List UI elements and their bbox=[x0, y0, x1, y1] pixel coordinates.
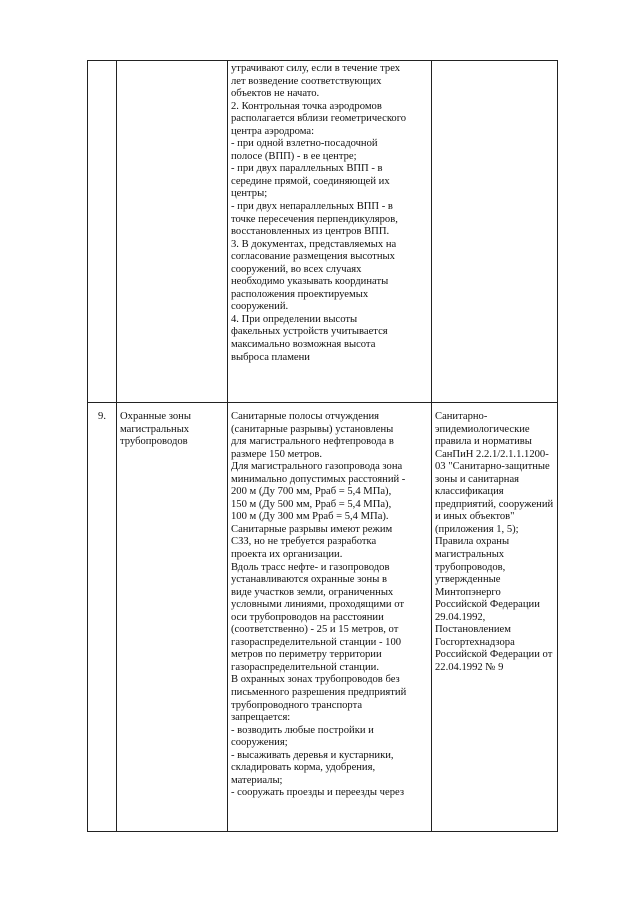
text-line: Санитарные разрывы имеют режим bbox=[231, 523, 393, 535]
text-line: выброса пламени bbox=[231, 351, 310, 363]
text-line: Санитарно- bbox=[435, 411, 488, 422]
text-line: объектов не начато. bbox=[231, 88, 320, 100]
text-line: метров по периметру территории bbox=[231, 649, 382, 661]
text-line: и иных объектов" bbox=[435, 511, 515, 523]
text-line: газораспределительной станции - 100 bbox=[231, 636, 402, 648]
text-line: сооружений, во всех случаях bbox=[231, 263, 362, 275]
row-number-cell: 9. bbox=[88, 403, 117, 832]
text-line: минимально допустимых расстояний - bbox=[231, 473, 406, 485]
text-line: виде участков земли, ограниченных bbox=[231, 586, 394, 598]
description-cell bbox=[228, 61, 432, 403]
text-line: - при одной взлетно-посадочной bbox=[231, 138, 378, 150]
text-line: СанПиН 2.2.1/2.1.1.1200- bbox=[435, 448, 549, 460]
text-line: трубопроводного транспорта bbox=[231, 699, 363, 711]
text-line: зоны и санитарная bbox=[435, 473, 520, 485]
text-line: устанавливаются охранные зоны в bbox=[231, 574, 387, 586]
text-line: размере 150 метров. bbox=[231, 448, 323, 460]
text-line: - при двух параллельных ВПП - в bbox=[231, 163, 383, 175]
text-line: сооружений. bbox=[231, 301, 289, 313]
text-line: правила и нормативы bbox=[435, 436, 532, 448]
text-line: для магистрального нефтепровода в bbox=[231, 436, 394, 448]
text-line: 2. Контрольная точка аэродромов bbox=[231, 100, 382, 112]
table-row-9 bbox=[88, 403, 558, 832]
text-line: лет возведение соответствующих bbox=[231, 75, 382, 87]
text-line: 200 м (Ду 700 мм, Рраб = 5,4 МПа), bbox=[231, 486, 392, 498]
zone-name-cell bbox=[117, 403, 228, 832]
row-number-cell bbox=[88, 61, 117, 403]
text-line: Постановлением bbox=[435, 624, 511, 636]
reference-cell bbox=[432, 61, 558, 403]
text-line: - высаживать деревья и кустарники, bbox=[231, 749, 394, 761]
text-line: центры; bbox=[231, 188, 268, 200]
text-line: 4. При определении высоты bbox=[231, 313, 358, 325]
text-line: предприятий, сооружений bbox=[435, 498, 554, 510]
table-row-continued bbox=[88, 61, 558, 403]
text-line: необходимо указывать координаты bbox=[231, 276, 389, 288]
zone-name-cell bbox=[117, 61, 228, 403]
text-line: Санитарные полосы отчуждения bbox=[231, 411, 380, 422]
text-line: (соответственно) - 25 и 15 метров, от bbox=[231, 624, 399, 636]
text-line: складировать корма, удобрения, bbox=[231, 762, 376, 774]
text-line: проекта их организации. bbox=[231, 549, 343, 561]
text-line: сооружения; bbox=[231, 737, 288, 749]
text-line: трубопроводов bbox=[120, 436, 188, 448]
text-line: классификация bbox=[435, 486, 504, 498]
text-line: факельных устройств учитывается bbox=[231, 326, 388, 338]
text-line: запрещается: bbox=[231, 712, 291, 724]
text-line: 29.04.1992, bbox=[435, 611, 486, 623]
text-line: Российской Федерации bbox=[435, 599, 540, 611]
text-line: В охранных зонах трубопроводов без bbox=[231, 674, 400, 686]
text-line: Охранные зоны bbox=[120, 411, 191, 422]
text-line: полосе (ВПП) - в ее центре; bbox=[231, 150, 357, 162]
description-cell bbox=[228, 403, 432, 832]
text-line: Госгортехнадзора bbox=[435, 636, 515, 648]
text-line: 150 м (Ду 500 мм, Рраб = 5,4 МПа), bbox=[231, 498, 392, 510]
text-line: Минтопэнерго bbox=[435, 586, 501, 598]
text-line: оси трубопроводов на расстоянии bbox=[231, 611, 384, 623]
text-line: Для магистрального газопровода зона bbox=[231, 461, 403, 473]
text-line: центра аэродрома: bbox=[231, 125, 315, 137]
text-line: трубопроводов, bbox=[435, 561, 506, 573]
text-line: максимально возможная высота bbox=[231, 339, 376, 351]
text-line: середине прямой, соединяющей их bbox=[231, 175, 390, 187]
text-line: Российской Федерации от bbox=[435, 649, 553, 661]
text-line: расположения проектируемых bbox=[231, 288, 369, 300]
text-line: магистральных bbox=[435, 549, 505, 561]
text-line: Вдоль трасс нефте- и газопроводов bbox=[231, 561, 390, 573]
text-line: восстановленных из центров ВПП. bbox=[231, 226, 390, 238]
text-line: утвержденные bbox=[435, 574, 501, 586]
text-line: материалы; bbox=[231, 774, 283, 786]
text-line: - при двух непараллельных ВПП - в bbox=[231, 201, 393, 213]
text-line: СЗЗ, но не требуется разработка bbox=[231, 536, 377, 548]
text-line: утрачивают силу, если в течение трех bbox=[231, 63, 401, 74]
text-line: (санитарные разрывы) установлены bbox=[231, 423, 394, 435]
text-line: 3. В документах, представляемых на bbox=[231, 238, 397, 250]
text-line: точке пересечения перпендикуляров, bbox=[231, 213, 398, 225]
text-line: 22.04.1992 № 9 bbox=[435, 661, 504, 673]
text-line: магистральных bbox=[120, 423, 190, 435]
text-line: эпидемиологические bbox=[435, 423, 530, 435]
text-line: 100 м (Ду 300 мм Рраб = 5,4 МПа). bbox=[231, 511, 389, 523]
text-line: 03 "Санитарно-защитные bbox=[435, 461, 550, 473]
text-line: согласование размещения высотных bbox=[231, 251, 395, 263]
text-line: - возводить любые постройки и bbox=[231, 724, 374, 736]
norms-table bbox=[87, 60, 558, 832]
text-line: условными линиями, проходящими от bbox=[231, 599, 405, 611]
text-line: газораспределительной станции. bbox=[231, 661, 379, 673]
text-line: (приложения 1, 5); bbox=[435, 523, 519, 535]
text-line: располагается вблизи геометрического bbox=[231, 113, 407, 125]
text-line: письменного разрешения предприятий bbox=[231, 687, 407, 699]
text-line: - сооружать проезды и переезды через bbox=[231, 787, 405, 799]
text-line: Правила охраны bbox=[435, 536, 510, 548]
reference-cell bbox=[432, 403, 558, 832]
